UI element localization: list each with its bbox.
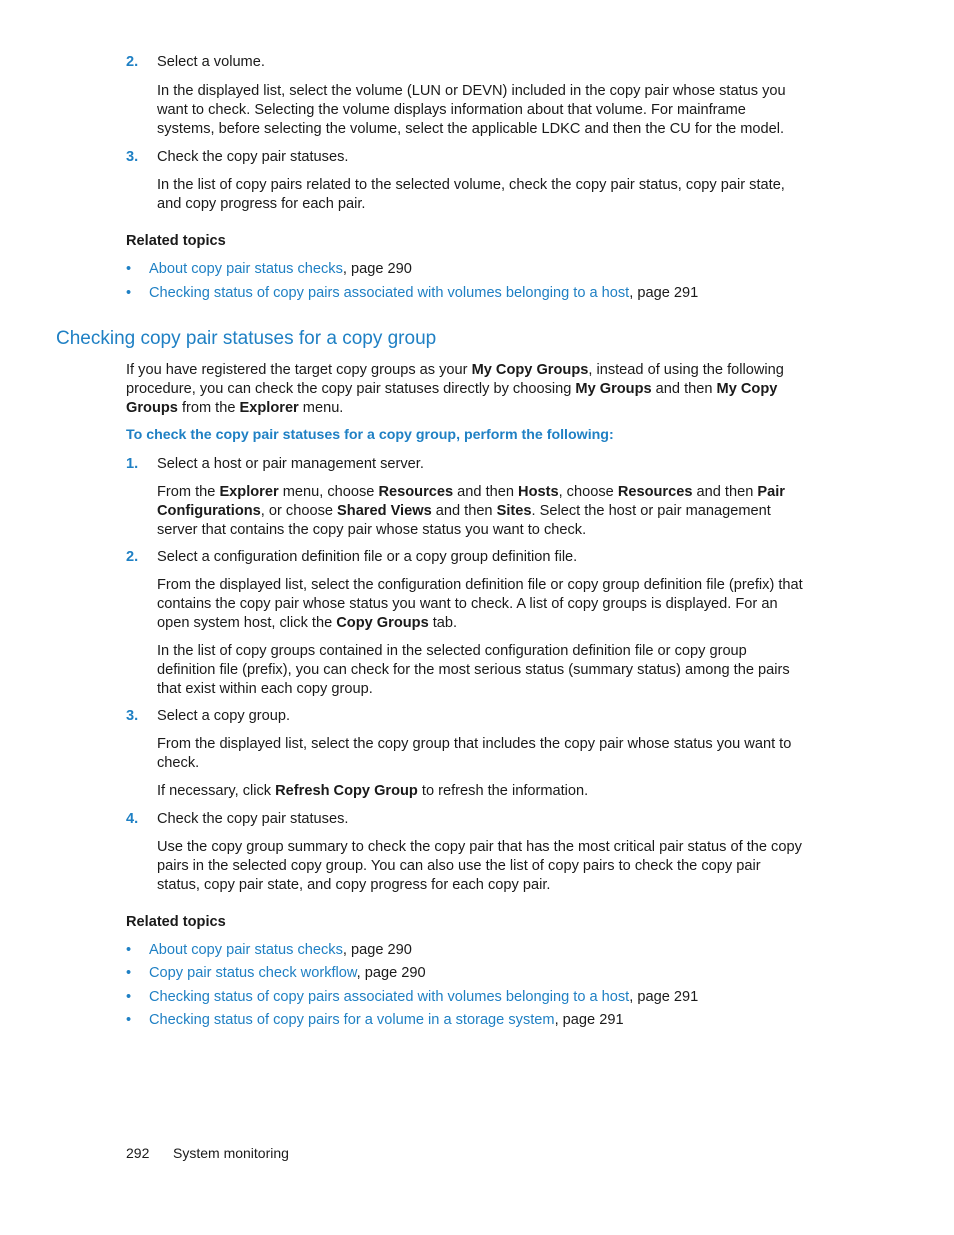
step-1-body: From the Explorer menu, choose Resources and then Hosts, choose Resources and then Pair Configurations, or choose Shared Views and then Sites. Select the host or pair management server that contains the copy pair whose status you want to check.	[157, 484, 785, 538]
bullet-icon: •	[126, 989, 132, 1005]
bullet-icon: •	[126, 261, 132, 277]
related-item: • About copy pair status checks, page 290	[126, 261, 412, 277]
related-item: • About copy pair status checks, page 290	[126, 942, 412, 958]
related-link[interactable]: Copy pair status check workflow	[149, 965, 357, 981]
related-item: • Checking status of copy pairs for a volume in a storage system, page 291	[126, 1012, 624, 1028]
related-topics-heading-2: Related topics	[126, 914, 226, 930]
step-4-body: Use the copy group summary to check the copy pair that has the most critical pair status of the copy pairs in the selected copy group. You can also use the list of copy pairs to check the copy pair status, copy pair state, and copy progress for each copy pair.	[157, 839, 802, 893]
related-item: • Checking status of copy pairs associated with volumes belonging to a host, page 291	[126, 285, 699, 301]
page-number: 292	[126, 1145, 150, 1161]
related-link[interactable]: Checking status of copy pairs for a volume in a storage system	[149, 1012, 555, 1028]
step-3-body-1: From the displayed list, select the copy group that includes the copy pair whose status you want to check.	[157, 736, 792, 771]
page-footer	[126, 1145, 289, 1161]
bullet-icon: •	[126, 942, 132, 958]
procedure-intro: To check the copy pair statuses for a copy group, perform the following:	[126, 427, 614, 443]
intro-paragraph: If you have registered the target copy groups as your My Copy Groups, instead of using the following procedure, you can check the copy pair statuses directly by choosing My Groups and then My Copy Groups from the Explorer menu.	[126, 362, 784, 416]
related-item: • Copy pair status check workflow, page 290	[126, 965, 426, 981]
bullet-icon: •	[126, 965, 132, 981]
step-3: 3. Select a copy group.	[126, 708, 291, 724]
step-3-body-2: If necessary, click Refresh Copy Group to refresh the information.	[157, 783, 589, 799]
step-2-top: 2. Select a volume.	[126, 54, 265, 70]
step-2-top-body: In the displayed list, select the volume (LUN or DEVN) included in the copy pair whose status you want to check. Selecting the volume displays information about that volume. For mainframe systems, before selecting the volume, select the applicable LDKC and then the CU for the model.	[157, 83, 786, 137]
step-2: 2. Select a configuration definition file or a copy group definition file.	[126, 549, 578, 565]
bullet-icon: •	[126, 1012, 132, 1028]
step-4: 4. Check the copy pair statuses.	[126, 811, 349, 827]
step-3-top-body: In the list of copy pairs related to the selected volume, check the copy pair status, copy pair state, and copy progress for each pair.	[157, 177, 785, 212]
related-link[interactable]: About copy pair status checks	[149, 942, 343, 958]
section-heading: Checking copy pair statuses for a copy group	[56, 328, 437, 349]
step-2-body-2: In the list of copy groups contained in the selected configuration definition file or copy group definition file (prefix), you can check for the most serious status (summary status) among the pairs that exist within each copy group.	[157, 643, 790, 697]
related-link[interactable]: Checking status of copy pairs associated with volumes belonging to a host	[149, 989, 630, 1005]
related-item: • Checking status of copy pairs associated with volumes belonging to a host, page 291	[126, 989, 699, 1005]
step-1: 1. Select a host or pair management server.	[126, 456, 424, 472]
bullet-icon: •	[126, 285, 132, 301]
step-2-body-1: From the displayed list, select the configuration definition file or copy group definition file (prefix) that contains the copy pair whose status you want to check. A list of copy groups is displayed. For an open system host, click the Copy Groups tab.	[157, 577, 803, 631]
footer-section: System monitoring	[173, 1145, 289, 1161]
step-3-top: 3. Check the copy pair statuses.	[126, 149, 349, 165]
related-link[interactable]: Checking status of copy pairs associated with volumes belonging to a host	[149, 285, 630, 301]
related-topics-heading: Related topics	[126, 233, 226, 249]
related-link[interactable]: About copy pair status checks	[149, 261, 343, 277]
